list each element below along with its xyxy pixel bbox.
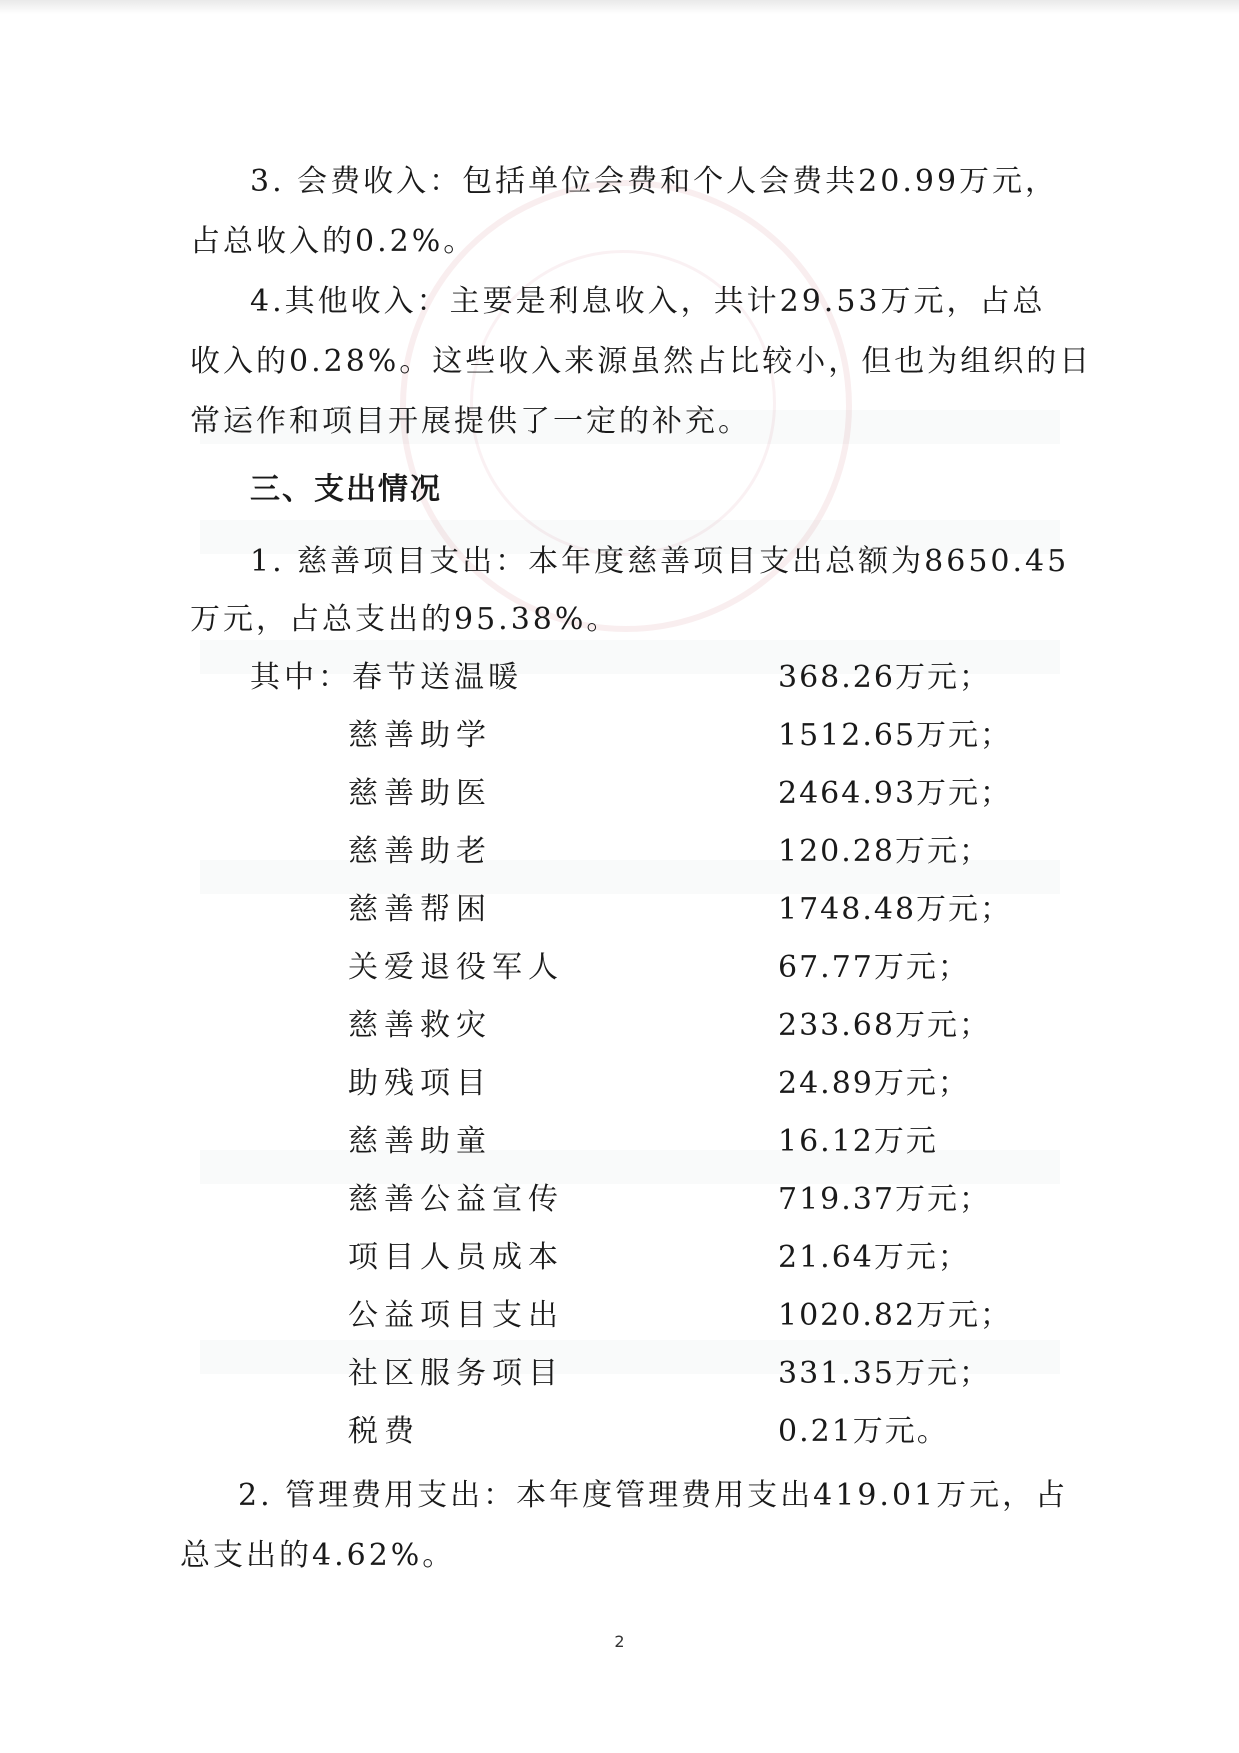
expense-item-amount: 331.35万元； (778, 1356, 991, 1391)
expense-item-name: 公益项目支出 (348, 1298, 564, 1333)
expense-item-amount: 21.64万元； (778, 1240, 970, 1275)
expense-item-name: 助残项目 (348, 1066, 492, 1101)
expense-item-amount: 233.68万元； (778, 1008, 991, 1043)
expense-item-amount: 16.12万元 (778, 1124, 938, 1159)
management-expense-line-2: 总支出的4.62%。 (180, 1538, 456, 1573)
expense-item-name: 关爱退役军人 (348, 950, 564, 985)
expense-item-name: 其中：春节送温暖 (250, 660, 522, 695)
expense-item-amount: 67.77万元； (778, 950, 970, 985)
expense-item-name: 税费 (348, 1414, 420, 1449)
management-expense-line-1: 2. 管理费用支出：本年度管理费用支出419.01万元，占 (238, 1478, 1069, 1513)
expense-item-name: 慈善助医 (348, 776, 492, 811)
expense-item-amount: 719.37万元； (778, 1182, 991, 1217)
expense-item-name: 慈善帮困 (348, 892, 492, 927)
charity-expense-line-1: 1. 慈善项目支出：本年度慈善项目支出总额为8650.45 (250, 544, 1070, 579)
other-income-line-2: 收入的0.28%。这些收入来源虽然占比较小，但也为组织的日 (190, 344, 1093, 379)
expense-item-name: 慈善救灾 (348, 1008, 492, 1043)
expense-item-name: 项目人员成本 (348, 1240, 564, 1275)
other-income-line-3: 常运作和项目开展提供了一定的补充。 (190, 404, 751, 439)
expense-item-amount: 368.26万元； (778, 660, 991, 695)
scan-edge (0, 0, 1239, 14)
expense-item-amount: 2464.93万元； (778, 776, 1013, 811)
other-income-line-1: 4.其他收入：主要是利息收入，共计29.53万元，占总 (250, 284, 1046, 319)
expense-item-name: 慈善助老 (348, 834, 492, 869)
expense-item-name: 慈善公益宣传 (348, 1182, 564, 1217)
membership-income-line-1: 3. 会费收入：包括单位会费和个人会费共20.99万元， (250, 164, 1059, 199)
page-number: 2 (614, 1632, 625, 1651)
expense-item-amount: 120.28万元； (778, 834, 991, 869)
expense-item-amount: 1512.65万元； (778, 718, 1013, 753)
expense-item-amount: 24.89万元； (778, 1066, 970, 1101)
expense-item-name: 社区服务项目 (348, 1356, 564, 1391)
expense-item-name: 慈善助童 (348, 1124, 492, 1159)
membership-income-line-2: 占总收入的0.2%。 (190, 224, 477, 259)
expense-item-amount: 1020.82万元； (778, 1298, 1013, 1333)
expense-item-name: 慈善助学 (348, 718, 492, 753)
section-heading: 三、支出情况 (250, 472, 442, 507)
expense-item-amount: 0.21万元。 (778, 1414, 949, 1449)
charity-expense-line-2: 万元，占总支出的95.38%。 (190, 602, 620, 637)
expense-item-amount: 1748.48万元； (778, 892, 1013, 927)
